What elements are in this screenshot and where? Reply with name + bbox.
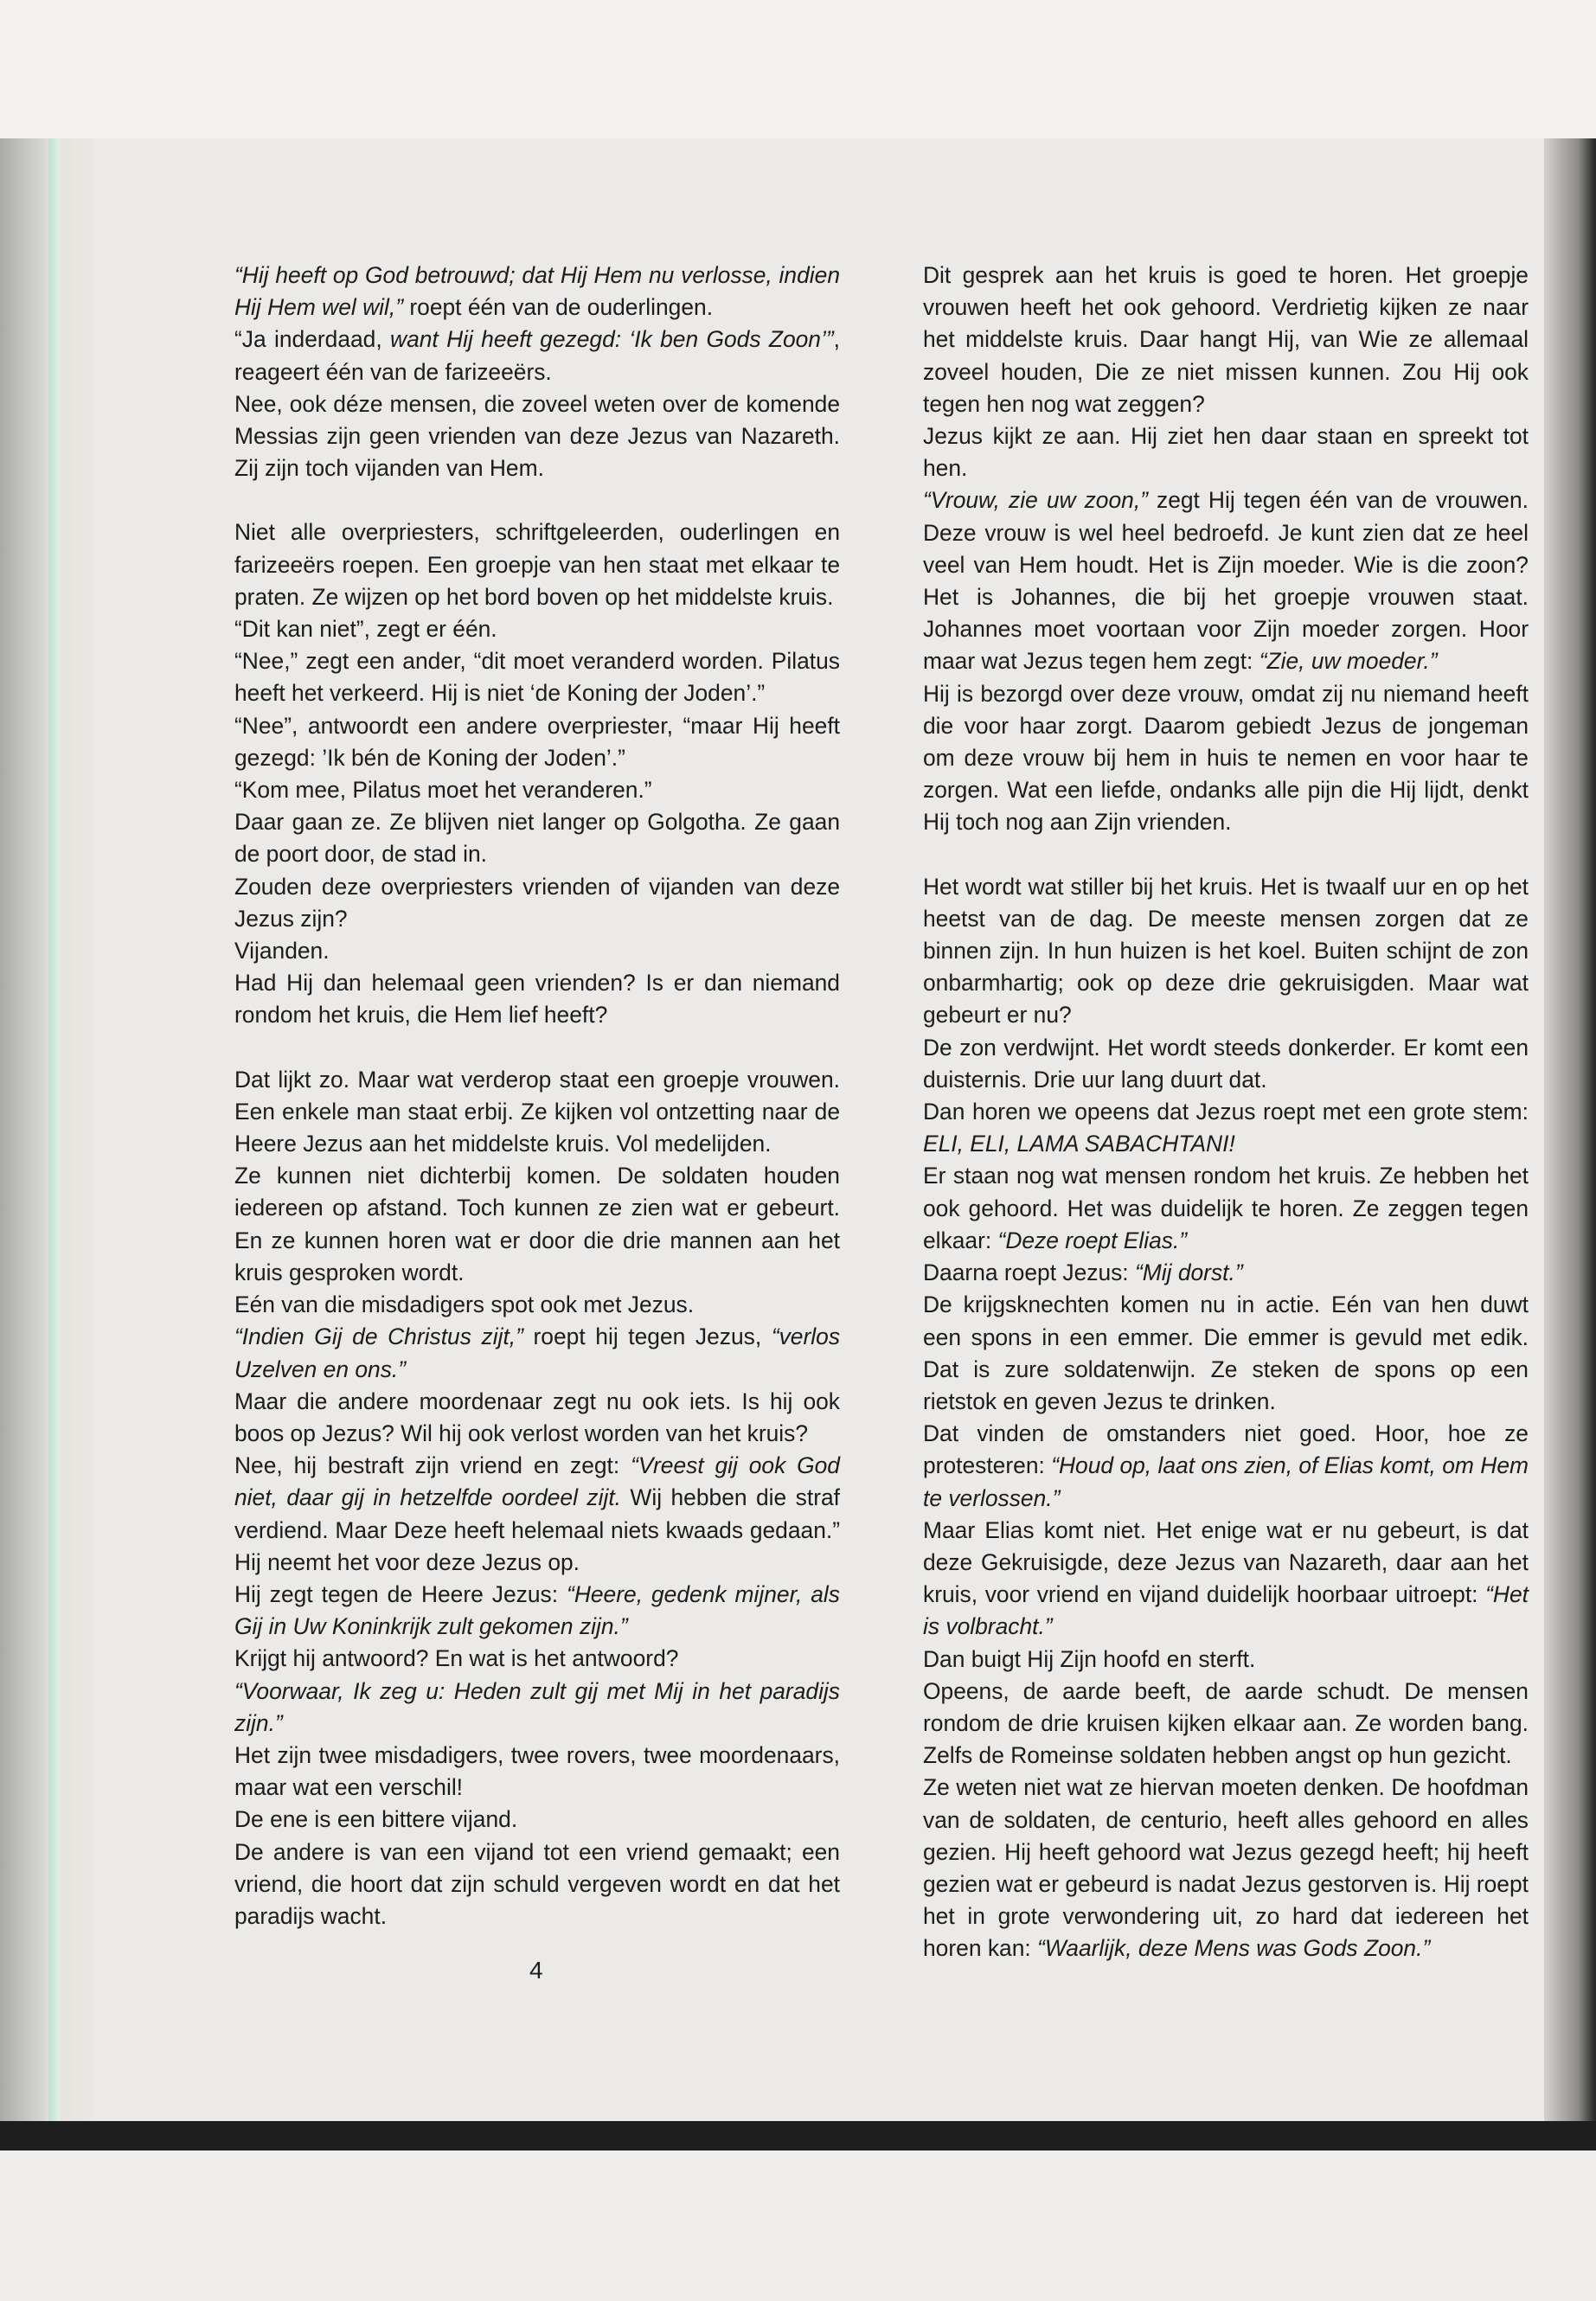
text-run: Ze weten niet wat ze hiervan moeten denken. De hoofdman van de soldaten, de centurio, heeft alles gehoord en alles gezien. Hij heeft gehoord wat Jezus gezegd heeft; hij heeft gezien wat er gebeurd is nadat Jezus gestorven is. Hij roept het in grote verwondering uit, zo hard dat iedereen het horen kan: bbox=[923, 1774, 1529, 1962]
text-run: roept één van de ouderlingen. bbox=[403, 294, 714, 321]
text-run: Daar gaan ze. Ze blijven niet langer op Golgotha. Ze gaan de poort door, de stad in. bbox=[234, 809, 840, 868]
paragraph bbox=[923, 1289, 1529, 1418]
page-number: 4 bbox=[529, 1957, 543, 1984]
paragraph bbox=[234, 1289, 840, 1321]
text-run: De andere is van een vijand tot een vriend gemaakt; een vriend, die hoort dat zijn schuld vergeven wordt en dat het paradijs wacht. bbox=[234, 1838, 840, 1929]
paragraph bbox=[234, 260, 840, 324]
paragraph bbox=[234, 1386, 840, 1450]
italic-quote: ELI, ELI, LAMA SABACHTANI! bbox=[923, 1131, 1235, 1157]
text-run: Dan buigt Hij Zijn hoofd en sterft. bbox=[923, 1645, 1256, 1672]
paragraph bbox=[923, 1418, 1529, 1515]
paragraph bbox=[234, 1804, 840, 1836]
page-gutter bbox=[61, 138, 95, 2128]
text-run: Had Hij dan helemaal geen vrienden? Is er dan niemand rondom het kruis, die Hem lief heeft? bbox=[234, 970, 840, 1029]
text-run: Niet alle overpriesters, schriftgeleerden, ouderlingen en farizeeërs roepen. Een groepje van hen staat met elkaar te praten. Ze wijzen op het bord boven op het middelste kruis. bbox=[234, 519, 840, 610]
paragraph bbox=[923, 260, 1529, 420]
italic-quote: “Heere, gedenk mijner, als Gij in Uw Koninkrijk zult gekomen zijn.” bbox=[234, 1580, 840, 1640]
text-run: Dat vinden de omstanders niet goed. Hoor, hoe ze protesteren: bbox=[923, 1420, 1529, 1479]
text-run: Er staan nog wat mensen rondom het kruis. Ze hebben het ook gehoord. Het was duidelijk te horen. Ze zeggen tegen elkaar: bbox=[923, 1163, 1529, 1253]
paragraph bbox=[234, 1740, 840, 1804]
italic-quote: “Deze roept Elias.” bbox=[997, 1227, 1188, 1253]
text-run: Daarna roept Jezus: bbox=[923, 1259, 1135, 1286]
italic-quote: “Vreest gij ook God niet, daar gij in hetzelfde oordeel zijt. bbox=[234, 1452, 840, 1511]
right-text-column bbox=[923, 260, 1529, 1965]
text-run: Vijanden. bbox=[234, 938, 330, 965]
italic-quote: “Waarlijk, deze Mens was Gods Zoon.” bbox=[1037, 1935, 1431, 1962]
text-run: Zouden deze overpriesters vrienden of vijanden van deze Jezus zijn? bbox=[234, 873, 840, 932]
scan-bottom-background bbox=[0, 2128, 1596, 2301]
paragraph bbox=[923, 420, 1529, 484]
text-run: “Nee,” zegt een ander, “dit moet veranderd worden. Pilatus heeft het verkeerd. Hij is niet ‘de Koning der Joden’.” bbox=[234, 648, 840, 707]
text-run: Nee, hij bestraft zijn vriend en zegt: bbox=[234, 1452, 631, 1479]
italic-quote: “verlos Uzelven en ons.” bbox=[234, 1324, 841, 1382]
italic-quote: “Mij dorst.” bbox=[1134, 1259, 1243, 1286]
text-run: De zon verdwijnt. Het wordt steeds donkerder. Er komt een duisternis. Drie uur lang duurt dat. bbox=[923, 1034, 1529, 1093]
text-run: “Dit kan niet”, zegt er één. bbox=[234, 616, 497, 643]
paragraph bbox=[234, 935, 840, 967]
paragraph bbox=[234, 388, 840, 485]
text-run: roept hij tegen Jezus, bbox=[522, 1324, 772, 1350]
text-run: Dit gesprek aan het kruis is goed te horen. Het groepje vrouwen heeft het ook gehoord. Verdrietig kijken ze naar het middelste kruis. Daar hangt Hij, van Wie ze allemaal zoveel houden, Die ze niet missen kunnen. Zou Hij ook tegen hen nog wat zeggen? bbox=[923, 262, 1529, 417]
text-run: “Kom mee, Pilatus moet het veranderen.” bbox=[234, 777, 652, 804]
paragraph bbox=[923, 484, 1529, 677]
scan-top-background bbox=[0, 0, 1596, 138]
text-run: Maar Elias komt niet. Het enige wat er nu gebeurt, is dat deze Gekruisigde, deze Jezus van Nazareth, daar aan het kruis, voor vriend en vijand duidelijk hoorbaar uitroept: bbox=[923, 1516, 1529, 1608]
paragraph bbox=[234, 613, 840, 645]
text-run: Eén van die misdadigers spot ook met Jezus. bbox=[234, 1292, 695, 1318]
text-run: Jezus kijkt ze aan. Hij ziet hen daar staan en spreekt tot hen. bbox=[923, 423, 1529, 482]
paragraph bbox=[234, 1450, 840, 1579]
paragraph bbox=[234, 324, 840, 388]
book-spine bbox=[0, 138, 48, 2128]
text-run: , reageert één van de farizeeërs. bbox=[234, 326, 840, 385]
paragraph bbox=[234, 1321, 840, 1385]
paragraph bbox=[923, 678, 1529, 839]
spine-colored-edge bbox=[48, 138, 61, 2128]
italic-quote: “Vrouw, zie uw zoon,” bbox=[923, 487, 1148, 514]
paragraph bbox=[923, 1515, 1529, 1644]
text-run: “Ja inderdaad, bbox=[234, 326, 391, 353]
italic-quote: “Het is volbracht.” bbox=[923, 1581, 1529, 1640]
italic-quote: “Hij heeft op God betrouwd; dat Hij Hem nu verlosse, indien Hij Hem wel wil,” bbox=[234, 262, 840, 321]
paragraph bbox=[234, 1676, 840, 1740]
paragraph bbox=[234, 516, 840, 613]
text-run: Maar die andere moordenaar zegt nu ook iets. Is hij ook boos op Jezus? Wil hij ook verlost worden van het kruis? bbox=[234, 1388, 840, 1446]
paragraph bbox=[923, 1160, 1529, 1257]
page-right-edge bbox=[1544, 138, 1596, 2128]
left-text-column bbox=[234, 260, 840, 1932]
italic-quote: “Houd op, laat ons zien, of Elias komt, om Hem te verlossen.” bbox=[923, 1452, 1529, 1511]
paragraph bbox=[234, 1643, 840, 1675]
text-run: “Nee”, antwoordt een andere overpriester, “maar Hij heeft gezegd: ’Ik bén de Koning der Joden’.” bbox=[234, 712, 840, 771]
paragraph bbox=[923, 1644, 1529, 1676]
italic-quote: “Indien Gij de Christus zijt,” bbox=[234, 1324, 523, 1350]
text-run: Het zijn twee misdadigers, twee rovers, twee moordenaars, maar wat een verschil! bbox=[234, 1741, 840, 1801]
text-run: De ene is een bittere vijand. bbox=[234, 1806, 518, 1833]
text-run: De krijgsknechten komen nu in actie. Eén van hen duwt een spons in een emmer. Die emmer is gevuld met edik. Dat is zure soldatenwijn. Ze steken de spons op een rietstok en geven Jezus te drinken. bbox=[923, 1292, 1529, 1414]
paragraph bbox=[234, 967, 840, 1031]
paragraph bbox=[234, 1579, 840, 1643]
paragraph bbox=[234, 871, 840, 935]
paragraph bbox=[923, 871, 1529, 1032]
italic-quote: want Hij heeft gezegd: ‘Ik ben Gods Zoon’” bbox=[390, 326, 834, 353]
paragraph bbox=[923, 1257, 1529, 1289]
paragraph bbox=[234, 645, 840, 709]
text-run: Opeens, de aarde beeft, de aarde schudt. De mensen rondom de drie kruisen kijken elkaar aan. Ze worden bang. Zelfs de Romeinse soldaten hebben angst op hun gezicht. bbox=[923, 1677, 1529, 1769]
paragraph bbox=[234, 1836, 840, 1933]
text-run: Dan horen we opeens dat Jezus roept met een grote stem: bbox=[923, 1099, 1529, 1125]
italic-quote: “Voorwaar, Ik zeg u: Heden zult gij met Mij in het paradijs zijn.” bbox=[234, 1677, 840, 1736]
text-run: Dat lijkt zo. Maar wat verderop staat een groepje vrouwen. Een enkele man staat erbij. Ze kijken vol ontzetting naar de Heere Jezus aan het middelste kruis. Vol medelijden. bbox=[234, 1066, 840, 1157]
book-bottom-edge bbox=[0, 2121, 1596, 2150]
paragraph bbox=[234, 1064, 840, 1161]
text-run: Wij hebben die straf verdiend. Maar Deze heeft helemaal niets kwaads gedaan.” Hij neemt het voor deze Jezus op. bbox=[234, 1484, 840, 1575]
paragraph bbox=[234, 806, 840, 870]
paragraph bbox=[923, 1676, 1529, 1772]
paragraph bbox=[923, 1772, 1529, 1965]
text-run: zegt Hij tegen één van de vrouwen. Deze vrouw is wel heel bedroefd. Je kunt zien dat ze heel veel van Hem houdt. Het is Zijn moeder. Wie is die zoon? Het is Johannes, die bij het groepje vrouwen staat. Johannes moet voortaan voor Zijn moeder zorgen. Hoor maar wat Jezus tegen hem zegt: bbox=[923, 487, 1529, 675]
paragraph bbox=[923, 1032, 1529, 1096]
text-run: Hij zegt tegen de Heere Jezus: bbox=[234, 1580, 567, 1607]
paragraph bbox=[234, 774, 840, 806]
text-run: Nee, ook déze mensen, die zoveel weten over de komende Messias zijn geen vrienden van deze Jezus van Nazareth. Zij zijn toch vijanden van Hem. bbox=[234, 390, 840, 482]
paragraph bbox=[923, 1096, 1529, 1160]
paragraph bbox=[234, 710, 840, 774]
text-run: Het wordt wat stiller bij het kruis. Het is twaalf uur en op het heetst van de dag. De meeste mensen zorgen dat ze binnen zijn. In hun huizen is het koel. Buiten schijnt de zon onbarmhartig; ook op deze drie gekruisigden. Maar wat gebeurt er nu? bbox=[923, 873, 1529, 1029]
italic-quote: “Zie, uw moeder.” bbox=[1259, 648, 1438, 675]
text-run: Krijgt hij antwoord? En wat is het antwoord? bbox=[234, 1645, 679, 1672]
text-run: Hij is bezorgd over deze vrouw, omdat zij nu niemand heeft die voor haar zorgt. Daarom gebiedt Jezus de jongeman om deze vrouw bij hem in huis te nemen en voor haar te zorgen. Wat een liefde, ondanks alle pijn die Hij lijdt, denkt Hij toch nog aan Zijn vrienden. bbox=[923, 680, 1529, 836]
paragraph bbox=[234, 1160, 840, 1289]
text-run: Ze kunnen niet dichterbij komen. De soldaten houden iedereen op afstand. Toch kunnen ze zien wat er gebeurt. En ze kunnen horen wat er door die drie mannen aan het kruis gesproken wordt. bbox=[234, 1163, 840, 1285]
